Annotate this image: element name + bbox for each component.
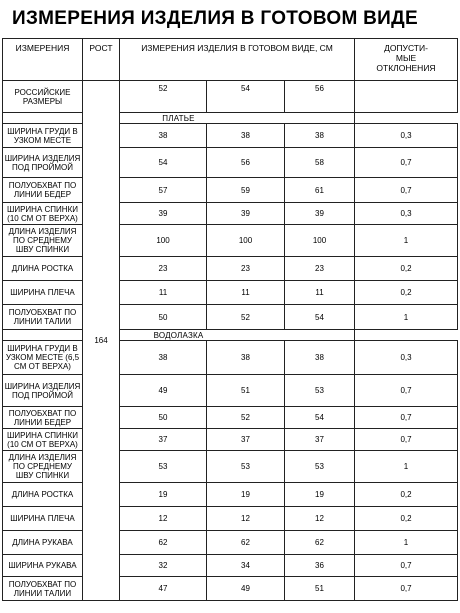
measurement-value: 11 <box>285 281 355 305</box>
measurement-value: 38 <box>207 341 285 375</box>
measurement-value: 62 <box>120 531 207 555</box>
measurement-label: ШИРИНА РУКАВА <box>3 555 83 577</box>
tolerance-value: 1 <box>355 305 458 330</box>
measurement-value: 54 <box>285 407 355 429</box>
table-row <box>3 483 458 507</box>
russian-sizes-row <box>3 81 458 113</box>
table-row <box>3 375 458 407</box>
header-row <box>3 39 458 81</box>
tolerance-value: 0,3 <box>355 203 458 225</box>
measurement-value: 38 <box>207 124 285 148</box>
measurement-value: 53 <box>207 451 285 483</box>
table-row <box>3 341 458 375</box>
measurement-value: 54 <box>285 305 355 330</box>
measurement-value: 12 <box>285 507 355 531</box>
measurement-label: ДЛИНА РОСТКА <box>3 483 83 507</box>
measurement-label: ШИРИНА ГРУДИ В УЗКОМ МЕСТЕ <box>3 124 83 148</box>
measurement-value: 36 <box>285 555 355 577</box>
measurement-label: ШИРИНА СПИНКИ (10 СМ ОТ ВЕРХА) <box>3 429 83 451</box>
measurement-value: 39 <box>120 203 207 225</box>
measurement-value: 39 <box>207 203 285 225</box>
table-row <box>3 281 458 305</box>
header-measurement: ИЗМЕРЕНИЯ <box>3 39 83 81</box>
measurement-value: 12 <box>120 507 207 531</box>
table-row <box>3 577 458 601</box>
measurement-value: 38 <box>285 341 355 375</box>
measurement-value: 59 <box>207 178 285 203</box>
tolerance-value: 0,7 <box>355 375 458 407</box>
measurement-value: 49 <box>120 375 207 407</box>
measurement-value: 50 <box>120 407 207 429</box>
measurement-value: 62 <box>207 531 285 555</box>
table-row <box>3 507 458 531</box>
measurement-value: 11 <box>207 281 285 305</box>
measurement-value: 51 <box>207 375 285 407</box>
table-row <box>3 124 458 148</box>
measurement-value: 12 <box>207 507 285 531</box>
measurement-value: 11 <box>120 281 207 305</box>
measurement-label: ШИРИНА ИЗДЕЛИЯ ПОД ПРОЙМОЙ <box>3 375 83 407</box>
measurement-value: 23 <box>207 257 285 281</box>
measurement-value: 47 <box>120 577 207 601</box>
measurement-label: ШИРИНА ПЛЕЧА <box>3 507 83 531</box>
section-title: ПЛАТЬЕ <box>3 113 355 124</box>
measurement-value: 58 <box>285 148 355 178</box>
tolerance-value: 0,7 <box>355 429 458 451</box>
size-value: 54 <box>207 81 285 113</box>
measurement-value: 19 <box>285 483 355 507</box>
measurement-label: ШИРИНА ГРУДИ В УЗКОМ МЕСТЕ (6,5 СМ ОТ ВЕРХА) <box>3 341 83 375</box>
section-row <box>3 330 458 341</box>
measurement-label: ШИРИНА СПИНКИ (10 СМ ОТ ВЕРХА) <box>3 203 83 225</box>
measurement-value: 38 <box>120 341 207 375</box>
measurement-label: ПОЛУОБХВАТ ПО ЛИНИИ ТАЛИИ <box>3 577 83 601</box>
measurement-value: 52 <box>207 305 285 330</box>
measurement-value: 100 <box>120 225 207 257</box>
measurement-label: ШИРИНА ПЛЕЧА <box>3 281 83 305</box>
tolerance-value: 0,2 <box>355 281 458 305</box>
measurement-value: 19 <box>120 483 207 507</box>
table-row <box>3 451 458 483</box>
tolerance-value: 0,7 <box>355 148 458 178</box>
tolerance-value: 1 <box>355 225 458 257</box>
table-row <box>3 225 458 257</box>
measurement-value: 32 <box>120 555 207 577</box>
tolerance-value: 0,7 <box>355 407 458 429</box>
measurement-value: 100 <box>285 225 355 257</box>
measurement-label: ДЛИНА РОСТКА <box>3 257 83 281</box>
measurement-value: 53 <box>285 375 355 407</box>
measurement-label: ПОЛУОБХВАТ ПО ЛИНИИ БЕДЕР <box>3 178 83 203</box>
page-title: ИЗМЕРЕНИЯ ИЗДЕЛИЯ В ГОТОВОМ ВИДЕ <box>12 8 418 29</box>
measurement-label: ШИРИНА ИЗДЕЛИЯ ПОД ПРОЙМОЙ <box>3 148 83 178</box>
tolerance-value: 0,7 <box>355 577 458 601</box>
tolerance-value: 0,7 <box>355 178 458 203</box>
measurement-value: 38 <box>120 124 207 148</box>
measurement-value: 61 <box>285 178 355 203</box>
header-tolerance: ДОПУСТИ- МЫЕ ОТКЛОНЕНИЯ <box>355 39 458 81</box>
header-sizes: ИЗМЕРЕНИЯ ИЗДЕЛИЯ В ГОТОВОМ ВИДЕ, СМ <box>120 39 355 81</box>
tolerance-value: 0,3 <box>355 124 458 148</box>
size-value: 52 <box>120 81 207 113</box>
table-row <box>3 305 458 330</box>
measurement-value: 51 <box>285 577 355 601</box>
measurement-value: 38 <box>285 124 355 148</box>
table-row <box>3 257 458 281</box>
measurement-value: 34 <box>207 555 285 577</box>
measurements-table <box>2 38 458 601</box>
measurement-value: 37 <box>207 429 285 451</box>
table-row <box>3 148 458 178</box>
tolerance-empty <box>355 81 458 113</box>
height-value: 164 <box>83 81 120 601</box>
tolerance-value: 0,2 <box>355 257 458 281</box>
measurement-value: 50 <box>120 305 207 330</box>
measurement-value: 23 <box>120 257 207 281</box>
tolerance-value: 1 <box>355 531 458 555</box>
measurement-label: ПОЛУОБХВАТ ПО ЛИНИИ БЕДЕР <box>3 407 83 429</box>
section-title: ВОДОЛАЗКА <box>3 330 355 341</box>
measurement-value: 52 <box>207 407 285 429</box>
size-value: 56 <box>285 81 355 113</box>
measurement-value: 37 <box>285 429 355 451</box>
table-row <box>3 555 458 577</box>
measurement-value: 54 <box>120 148 207 178</box>
header-height: РОСТ <box>83 39 120 81</box>
tolerance-value: 0,2 <box>355 507 458 531</box>
measurement-value: 56 <box>207 148 285 178</box>
tolerance-value: 0,7 <box>355 555 458 577</box>
table-row <box>3 203 458 225</box>
measurement-value: 57 <box>120 178 207 203</box>
measurement-value: 19 <box>207 483 285 507</box>
measurement-value: 49 <box>207 577 285 601</box>
measurement-value: 39 <box>285 203 355 225</box>
tolerance-value: 1 <box>355 451 458 483</box>
russian-sizes-label: РОССИЙСКИЕ РАЗМЕРЫ <box>3 81 83 113</box>
table-row <box>3 429 458 451</box>
measurement-label: ДЛИНА РУКАВА <box>3 531 83 555</box>
measurement-label: ДЛИНА ИЗДЕЛИЯ ПО СРЕДНЕМУ ШВУ СПИНКИ <box>3 225 83 257</box>
measurement-value: 37 <box>120 429 207 451</box>
table-row <box>3 178 458 203</box>
measurement-value: 53 <box>120 451 207 483</box>
tolerance-value: 0,3 <box>355 341 458 375</box>
tolerance-value: 0,2 <box>355 483 458 507</box>
measurement-value: 23 <box>285 257 355 281</box>
section-row <box>3 113 458 124</box>
measurement-value: 53 <box>285 451 355 483</box>
measurement-value: 62 <box>285 531 355 555</box>
measurement-label: ДЛИНА ИЗДЕЛИЯ ПО СРЕДНЕМУ ШВУ СПИНКИ <box>3 451 83 483</box>
table-row <box>3 407 458 429</box>
measurement-label: ПОЛУОБХВАТ ПО ЛИНИИ ТАЛИИ <box>3 305 83 330</box>
table-row <box>3 531 458 555</box>
measurement-value: 100 <box>207 225 285 257</box>
